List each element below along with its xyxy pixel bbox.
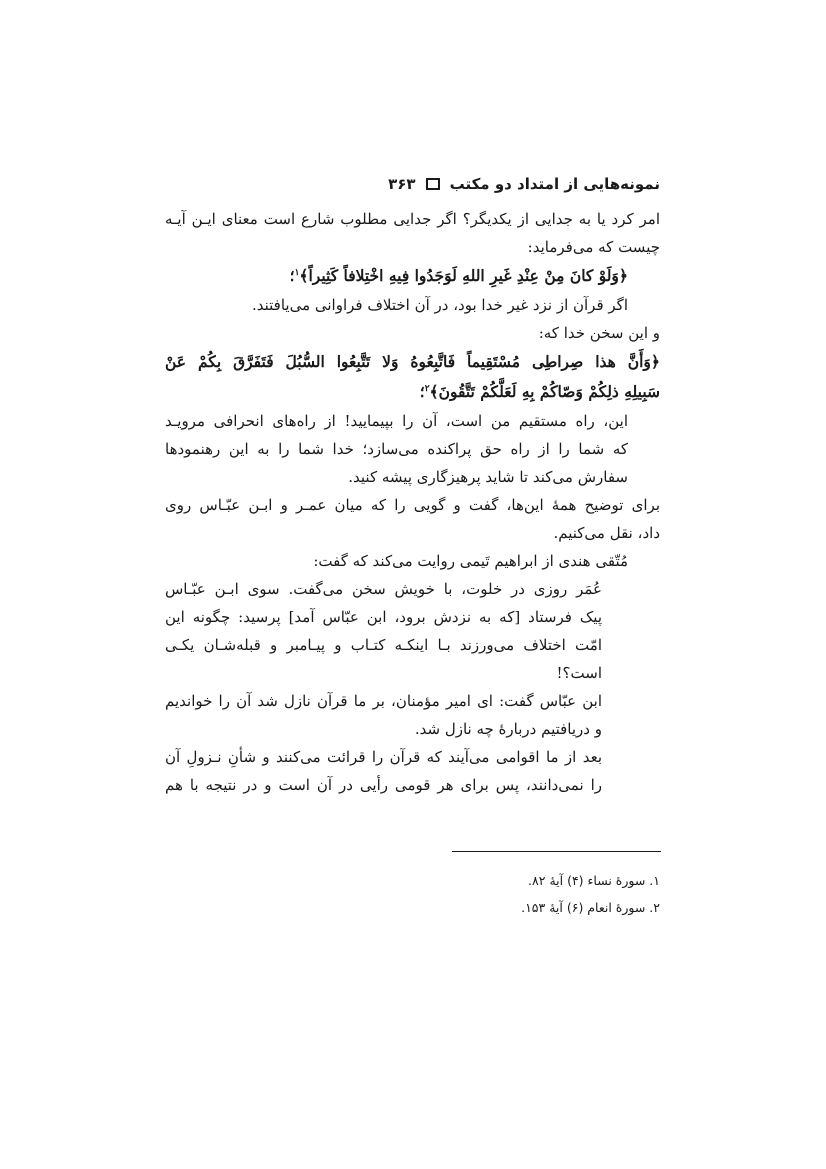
- footnote: ۱. سورهٔ نساء (۴) آیهٔ ۸۲.: [528, 873, 660, 888]
- translation-line: که شما را از راه حق پراکنده می‌سازد؛ خدا شما را به این رهنمودها: [165, 440, 628, 458]
- body-line: چیست که می‌فرماید:: [527, 238, 660, 256]
- quote-line: بعد از ما اقوامی می‌آیند که قرآن را قرائت می‌کنند و شأنِ نـزولِ آن: [165, 748, 602, 766]
- translation-line: اگر قرآن از نزد غیر خدا بود، در آن اختلاف فراوانی می‌یافتند.: [251, 296, 628, 314]
- quran-verse-text: ﴿وَلَوْ کانَ مِنْ عِنْدِ غَیرِ اللهِ لَوَجَدُوا فِیهِ اخْتِلافاً کَثِیراً﴾: [299, 266, 628, 285]
- quote-line: ابن عبّاس گفت: ای امیر مؤمنان، بر ما قرآن نازل شد آن را خواندیم: [165, 692, 602, 710]
- quote-line: است؟!: [556, 664, 602, 682]
- quote-line: عُمَر روزی در خلوت، با خویش سخن می‌گفت. سوی ابـن عبّـاس: [165, 580, 602, 598]
- quran-verse: سَبِیلِهِ ذلِکُمْ وَصّاکُمْ بِهِ لَعَلَّکُمْ تَتَّقُونَ﴾$^۲$؛: [419, 382, 660, 401]
- quran-verse: ﴿وَأَنَّ هذا صِراطِی مُسْتَقِیماً فَاتَّبِعُوهُ وَلا تَتَّبِعُوا السُّبُلَ فَتَفَرَّقَ بِکُمْ عَنْ: [165, 352, 660, 371]
- body-line: داد، نقل می‌کنیم.: [553, 524, 660, 542]
- quote-line: را نمی‌دانند، پس برای هر قومی رأیی در آن است و در نتیجه با هم: [165, 776, 602, 794]
- footnote-mark: ۲: [424, 383, 430, 394]
- body-line: امر کرد یا به جدایی از یکدیگر؟ اگر جدایی مطلوب شارع است معنای ایـن آیـه: [165, 210, 660, 228]
- square-icon: [426, 178, 440, 190]
- quote-line: امّت اختلاف می‌ورزند بـا اینکـه کتـاب و پیـامبر و قبله‌شـان یکـی: [165, 636, 602, 654]
- quran-verse-text: سَبِیلِهِ ذلِکُمْ وَصّاکُمْ بِهِ لَعَلَّکُمْ تَتَّقُونَ﴾: [429, 382, 660, 401]
- footnote: ۲. سورهٔ انعام (۶) آیهٔ ۱۵۳.: [521, 900, 660, 915]
- quote-line: پیک فرستاد [که به نزدش برود، ابن عبّاس آمد] پرسید: چگونه این: [165, 608, 602, 626]
- body-line: و این سخن خدا که:: [538, 324, 660, 342]
- footnote-divider: [452, 851, 661, 852]
- footnote-mark: ۱: [294, 267, 300, 278]
- footnotes: [165, 867, 660, 921]
- page-number: ۳۶۳: [388, 175, 416, 193]
- narration-intro: مُتّقی هندی از ابراهیم تَیمی روایت می‌کند که گفت:: [313, 552, 628, 570]
- page-body: [165, 205, 660, 799]
- translation-line: این، راه مستقیم من است، آن را بپیمایید! از راه‌های انحرافی مرویـد: [165, 412, 628, 430]
- running-header: [165, 170, 660, 198]
- header-title: نمونه‌هایی از امتداد دو مکتب: [449, 175, 660, 193]
- quote-line: و دریافتیم دربارهٔ چه نازل شد.: [414, 720, 602, 738]
- translation-line: سفارش می‌کند تا شاید پرهیزگاری پیشه کنید.: [348, 468, 628, 486]
- body-line: برای توضیح همهٔ این‌ها، گفت و گویی را که میان عمـر و ابـن عبّـاس روی: [165, 496, 660, 514]
- quran-verse: ﴿وَلَوْ کانَ مِنْ عِنْدِ غَیرِ اللهِ لَوَجَدُوا فِیهِ اخْتِلافاً کَثِیراً﴾$^۱$؛: [289, 266, 628, 285]
